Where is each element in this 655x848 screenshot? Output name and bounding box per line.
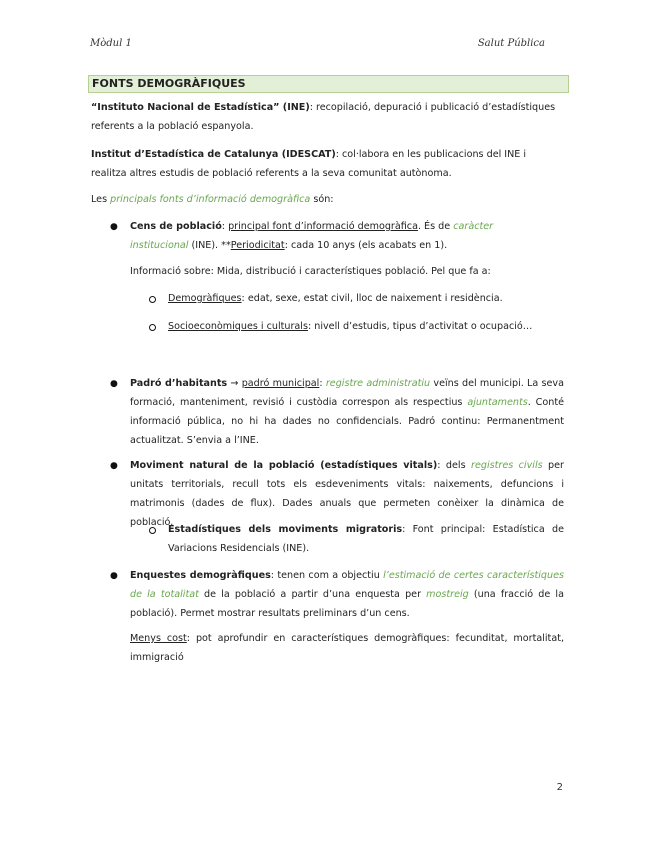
circle-bullet-icon	[149, 527, 156, 534]
section-title: FONTS DEMOGRÀFIQUES	[88, 75, 569, 93]
enquestes-text-2: de la població a partir d’una enquesta per	[198, 589, 427, 600]
cens-sub-socioeconomiques	[168, 317, 558, 336]
ine-paragraph	[91, 98, 563, 136]
moviment-text-1: : dels	[437, 460, 472, 471]
cens-periodicitat: Periodicitat	[230, 240, 285, 251]
intro-text-start: Les	[91, 194, 111, 205]
migratoris-text: : Font principal: Estadística de Variacions Residencials (INE).	[168, 524, 564, 554]
padro-text-1: :	[319, 378, 326, 389]
sub-demografiques-text: : edat, sexe, estat civil, lloc de naixement i residència.	[241, 293, 503, 304]
enquestes-text-1: : tenen com a objectiu	[270, 570, 384, 581]
padro-ajuntaments: ajuntaments	[467, 397, 528, 408]
bullet-icon: ●	[110, 571, 118, 581]
page-number: 2	[556, 782, 563, 793]
padro-municipal: padró municipal	[241, 378, 320, 389]
cens-colon: :	[221, 221, 229, 232]
idescat-text: : col·labora en les publicacions del INE i realitza altres estudis de població referents a la seva comunitat autònoma.	[91, 149, 527, 179]
padro-registre: registre administratiu	[325, 378, 431, 389]
bullet-icon: ●	[110, 461, 118, 471]
ine-text: : recopilació, depuració i publicació d’estadístiques referents a la població espanyola.	[91, 102, 556, 132]
cens-text-1: . És de	[417, 221, 454, 232]
enquestes-text-3: (una fracció de la població). Permet mostrar resultats preliminars d’un cens.	[130, 589, 564, 619]
cost-text: : pot aprofundir en característiques demogràfiques: fecunditat, mortalitat, immigració	[130, 633, 565, 663]
cens-text-3: : cada 10 anys (els acabats en 1).	[284, 240, 448, 251]
migratoris-title: Estadístiques dels moviments migratoris	[168, 524, 403, 535]
cost-label: Menys cost	[130, 633, 187, 644]
bullet-icon: ●	[110, 379, 118, 389]
circle-bullet-icon	[149, 324, 156, 331]
idescat-name: Institut d’Estadística de Catalunya (IDESCAT)	[91, 149, 336, 160]
cens-institutional: caràcter institucional	[130, 221, 494, 251]
enquestes-mostreig: mostreig	[426, 589, 469, 600]
circle-bullet-icon	[149, 296, 156, 303]
arrow-icon: →	[227, 378, 242, 389]
cens-info: Informació sobre: Mida, distribució i característiques població. Pel que fa a:	[130, 266, 491, 277]
padro-item	[130, 374, 564, 450]
header-subject: Salut Pública	[477, 38, 545, 49]
enquestes-estimacio: l’estimació de certes característiques de la totalitat	[130, 570, 564, 600]
padro-text-2: veïns del municipi. La seva formació, manteniment, revisió i custòdia correspon als respectius	[130, 378, 564, 408]
sub-socio-label: Socioeconòmiques i culturals	[168, 321, 308, 332]
enquestes-item	[130, 566, 564, 623]
padro-title: Padró d’habitants	[130, 378, 228, 389]
moviment-title: Moviment natural de la població (estadístiques vitals)	[130, 460, 438, 471]
cens-sub-demografiques	[168, 289, 558, 308]
intro-paragraph	[91, 190, 563, 209]
cens-text-2: (INE). **	[188, 240, 231, 251]
ine-name: “Instituto Nacional de Estadística” (INE)	[91, 102, 310, 113]
padro-text-3: . Conté informació pública, no hi ha dades no confidencials. Padró continu: Permanentment actualitzat. S’envia a l’INE.	[130, 397, 564, 446]
intro-text-end: són:	[310, 194, 334, 205]
cens-item	[130, 217, 550, 255]
cens-title: Cens de població	[130, 221, 222, 232]
bullet-icon: ●	[110, 222, 118, 232]
enquestes-title: Enquestes demogràfiques	[130, 570, 271, 581]
idescat-paragraph	[91, 145, 563, 183]
moviment-registres: registres civils	[471, 460, 543, 471]
sub-demografiques-label: Demogràfiques	[168, 293, 242, 304]
sub-socio-text: : nivell d’estudis, tipus d’activitat o ocupació…	[307, 321, 533, 332]
intro-highlight: principals fonts d’informació demogràfica	[110, 194, 311, 205]
cens-main-font: principal font d’informació demogràfica	[228, 221, 418, 232]
enquestes-cost	[130, 629, 564, 667]
moviment-text-2: per unitats territorials, recull tots els esdeveniments vitals: naixements, defuncions i matrimonis (dades de flux). Dades anuals que permeten conèixer la dinàmica de població.	[130, 460, 564, 528]
moviment-sub-migratoris	[168, 520, 564, 558]
header-module: Mòdul 1	[90, 38, 132, 49]
